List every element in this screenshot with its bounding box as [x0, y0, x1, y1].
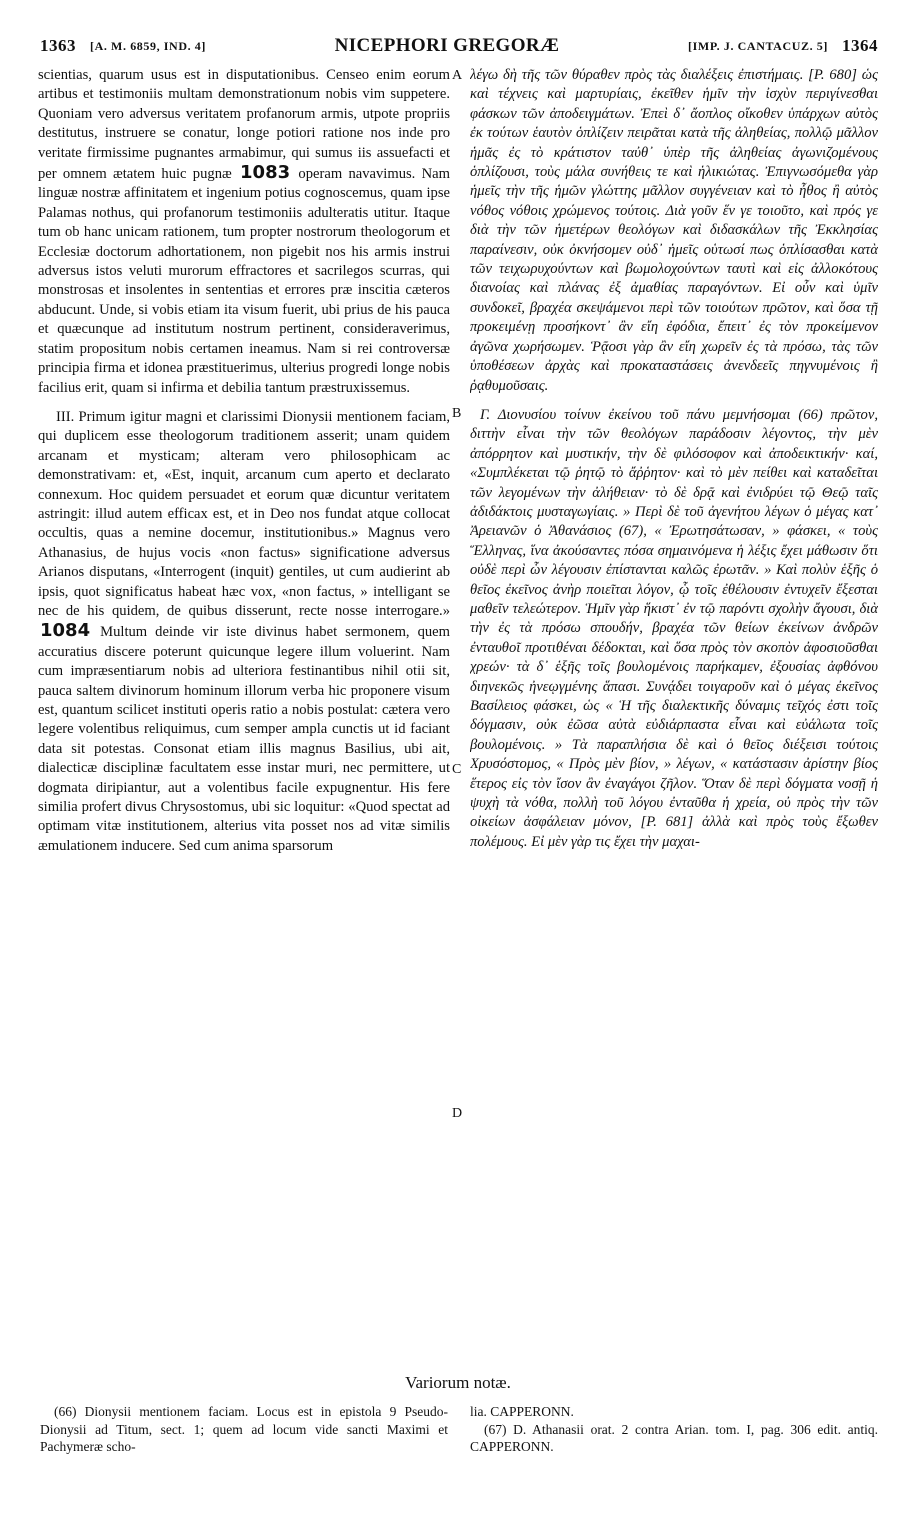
- latin-text: Multum deinde vir iste divinus habet sermonem, quem accuratius discere poterunt quicunque legere illum voluerint. Nam cum impræsentiarum nobis ad ulteriora festinantibus nihil otii sit, pauca saltem divinorum hominum illorum verba hic proponere visum est, quantum scilicet instituti operis ratio a nobis postulat: cætera vero legere volentibus reliquimus, cum semper ampla cunctis ut id faciant data sit potestas. Consonat etiam illis magnus Basilius, ubi ait, dialecticæ disciplinæ facultatem esse instar muri, nec permittere, ut dogmata diripiantur, aut a volentibus facile expugnentur. His fere similia profert divus Chrysostomus, ubi sic loquitur: «Quod spectat ad optimam vitæ institutionem, alterius vita posset nos ad vitæ similis æmulationem inducere. Sed cum anima sparsorum: [38, 624, 450, 854]
- page-number-right: 1364: [841, 36, 878, 55]
- header-reference-left: [A. M. 6859, IND. 4]: [90, 38, 206, 53]
- running-title: NICEPHORI GREGORÆ: [334, 35, 560, 56]
- header-left: [40, 36, 206, 56]
- footnote: (67) D. Athanasii orat. 2 contra Arian. tom. I, pag. 306 edit. antiq. CAPPERONN.: [470, 1421, 878, 1454]
- page-header: [40, 30, 878, 62]
- footnotes-right: [470, 1403, 878, 1456]
- latin-paragraph: [38, 408, 450, 856]
- header-reference-right: [IMP. J. CANTACUZ. 5]: [688, 38, 828, 53]
- greek-paragraph: λέγω δὴ τῆς τῶν θύραθεν πρὸς τὰς διαλέξεις ἐπιστήμαις. [P. 680] ὡς καὶ τέχνεις καὶ μαρτυρίαις, ἐκεῖθεν ἡμῖν τὴν ἰσχὺν περιγίνεσθαι φάσκων τῶν ἀποδειγμάτων. Ἐπεὶ δ᾽ ἄοπλος οἴκοθεν ὑπάρχων αὐτὸς ἐκ τούτων ἑαυτὸν ὁπλίζειν πειρᾶται κατὰ τῆς ἀληθείας, πολλῷ μᾶλλον ἡμᾶς ἐς τὸ κράτιστον ταὐθ᾽ ὑπὲρ τῆς ἀληθείας ἀγωνιζομένους ὁπλίζουσι, τοὺς μάλα συνήθεις τε καὶ ἡλικιώτας. Ἐπιγνωσόμεθα γὰρ ἡμεῖς τὴν τῆς ἡμῶν γλώττης μᾶλλον συγγένειαν καὶ τὸ ἦθος ἢ αὐτὸς νόθος νόθοις χρώμενος τούτοις. Διὰ γοῦν ἕν γε τοιοῦτο, καὶ πρός γε διὰ τὴν τῶν ἡμετέρων θεολόγων καὶ διδασκάλων τῆς Ἐκκλησίας παραίνεσιν, οὐκ ὀκνήσομεν οὐδ᾽ ἡμεῖς οὑτωσί πως ὁπλίσασθαι κατὰ τῶν τειχωρυχούντων καὶ βωμολοχούντων ταυτὶ καὶ εἰς ἀλλοκότους διανοίας καὶ πλάνας ἐξ ἀμαθίας παραγόντων. Εἰ οὖν καὶ ὑμῖν συνδοκεῖ, βραχέα σκεψάμενοι περὶ τῶν τοιούτων πρῶτον, καὶ ὅσα τῇ προκειμένῃ προσήκοντ᾽ ἂν εἴη ἐφόδια, ἔπειτ᾽ ἐς τὸν προκείμενον ἀγῶνα χωρήσωμεν. Ῥᾷοσι γὰρ ἂν εἴη χωρεῖν ἐς τὰ πρόσω, τὰς τῶν ὑποθέσεων ἀρχὰς καὶ προκαταστάσεις ἀνενδεεῖς πηγνυμένοις ἢ ῥᾳθυμοῦσαις.: [470, 67, 878, 394]
- latin-text: operam navavimus. Nam linguæ nostræ affinitatem et ingenium potius cognoscemus, quam ipse Palamas nothus, qui profanorum testimoniis adulteratis utitur. Itaque tum ob hanc unicam rationem, tum propter nostrorum theologorum et Ecclesiæ doctorum adhortationem, non pigebit nos his armis instrui adversus istos veluti murorum effractores et sacrilegos scurras, qui monstrosas et insolentes in sententias et errores præ inscitia cæteros abducunt. Unde, si vobis etiam ita visum fuerit, ubi prius de his pauca et quæcunque ad institutum nostrum pertinent, consideraverimus, statim propositum nobis certamen ineamus. Nam si rei controversæ principia firma et idonea præstituerimus, ulterius progredi longe nobis facilius erit, quam si infirma et debilia tantum præstruxissemus.: [38, 166, 450, 396]
- latin-text: scientias, quarum usus est in disputationibus. Censeo enim eorum artibus et testimoniis multam demonstrationum nobis vim suppetere. Quoniam vero adversus veritatem profanorum armis, utpote propriis destitutus, instruere se conatur, longe potiori ratione nos inde pro veritate firmissime pugnantes armabimur, qui sumus iis assuefacti et per omnem ætatem huic pugnæ: [38, 67, 450, 183]
- notes-title: Variorum notæ.: [405, 1373, 511, 1392]
- page-number-left: 1363: [40, 36, 76, 55]
- margin-marker-d: D: [452, 1106, 463, 1121]
- column-number: 1084: [40, 620, 91, 642]
- footnotes-left: [40, 1403, 448, 1456]
- greek-paragraph: Γ. Διονυσίου τοίνυν ἐκείνου τοῦ πάνυ μεμνήσομαι (66) πρῶτον, διττὴν εἶναι τὴν τῶν θεολόγων παράδοσιν λέγοντος, τὴν μὲν ἀπόρρητον καὶ μυστικήν, τὴν δὲ φιλόσοφον καὶ ἀποδεικτικήν· καί, «Συμπλέκεται τῷ ῥητῷ τὸ ἄῤῥητον· καὶ τὸ μὲν πείθει καὶ καταδεῖται τῶν λεγομένων τὴν ἀλήθειαν· τὸ δὲ δρᾷ καὶ ἐνιδρύει τῷ Θεῷ ταῖς ἀδιδάκτοις μυσταγωγίαις. » Περὶ δὲ τοῦ ἀγενήτου λέγων ὁ μέγας κατ᾽ Ἀρειανῶν ὁ Ἀθανάσιος (67), « Ἐρωτησάτωσαν, » φάσκει, « τοὺς Ἕλληνας, ἵνα ἀκούσαντες πόσα σημαινόμενα ἡ λέξις ἔχει μάθωσιν ὅτι οὐδὲ περὶ ὧν λέγουσιν ἐπίστανται καλῶς ἐρωτᾶν. » Καὶ πολὺν ἑξῆς ὁ θεῖος ἐκεῖνος ἀνὴρ ποιεῖται λόγον, ᾧ τοῖς ἐθέλουσιν ἐντυχεῖν ἔξεσται μαθεῖν τελεώτερον. Ἡμῖν γὰρ ἥκιστ᾽ ἐν τῷ παρόντι σχολὴν ἄγουσι, διὰ τὴν ἐς τὰ πρόσω σπουδήν, βραχέα τῶν θείων ἐκείνων ἀνδρῶν ἐνταυθοῖ προτιθέναι δέδοκται, καὶ ὅσα πρὸς τὸν σκοπὸν ἀφοσιοῦσθαι χρεών· τὰ δ᾽ ἑξῆς τοῖς βουλομένοις παρήκαμεν, ἐξουσίας ἀφθόνου διηνεκῶς ἠνεῳγμένης ἅπασι. Συνᾴδει τοιγαροῦν καὶ ὁ μέγας ἐκεῖνος Βασίλειος φάσκει, ὡς « Ἡ τῆς διαλεκτικῆς δύναμις τεῖχός ἐστι τοῖς δόγμασιν, οὐκ ἐῶσα αὐτὰ εὐδιάρπαστα εἶναι καὶ εὐάλωτα τοῖς βουλομένοις. » Τὰ παραπλήσια δὲ καὶ ὁ θεῖος διέξεισι τούτοις Χρυσόστομος, « Πρὸς μὲν βίον, » λέγων, « κατάστασιν ἀρίστην βίος ἕτερος εἰς τὸν ἴσον ἂν ἐναγάγοι ζῆλον. Ὅταν δὲ περὶ δόγματα νοσῇ ἡ ψυχὴ τὰ νόθα, πολλὴ τοῦ λόγου ἐνταῦθα ἡ χρεία, οὐ πρὸς τὴν τῶν οἰκείων ἀσφάλειαν μόνον, [P. 681] ἀλλὰ καὶ πρὸς τοὺς ἔξωθεν πολέμους. Εἰ μὲν γὰρ τις ἔχει τὴν μαχαι-: [470, 406, 878, 850]
- footnote-continuation: lia. CAPPERONN.: [470, 1404, 574, 1419]
- latin-paragraph: [38, 66, 450, 398]
- margin-marker-a: A: [452, 68, 463, 83]
- margin-marker-c: C: [452, 762, 462, 777]
- margin-marker-b: B: [452, 406, 462, 421]
- greek-column: [470, 66, 878, 1368]
- latin-text: III. Primum igitur magni et clarissimi Dionysii mentionem faciam, qui duplicem esse theologorum traditionem asserit; unam quidem arcanam et mysticam; alteram vero philosophicam ac demonstrativam: et, «Est, inquit, arcanum cum aperto et declarato connexum. Hoc quidem persuadet et eorum quæ dicuntur veritatem astringit: illud autem efficax est, et in Deo nos fundat atque collocat occultis, quas a nemine docemur, institutionibus.» Magnus vero Athanasius, de hujus vocis «non factus» significatione adversus Arianos disputans, «Interrogent (inquit) gentiles, ut cum audierint ab ipsis, quot significatus habeat hæc vox, «non factus, » intelligant se nec de his quidem, de quibus disserunt, recte nosse interrogare.»: [38, 408, 450, 619]
- latin-column: [38, 66, 450, 1368]
- footnote: (66) Dionysii mentionem faciam. Locus est in epistola 9 Pseudo-Dionysii ad Titum, sect. 1; quem ad locum vide sancti Maximi et Pachymeræ scho-: [40, 1404, 448, 1454]
- column-number: 1083: [240, 162, 291, 184]
- header-right: [688, 36, 878, 56]
